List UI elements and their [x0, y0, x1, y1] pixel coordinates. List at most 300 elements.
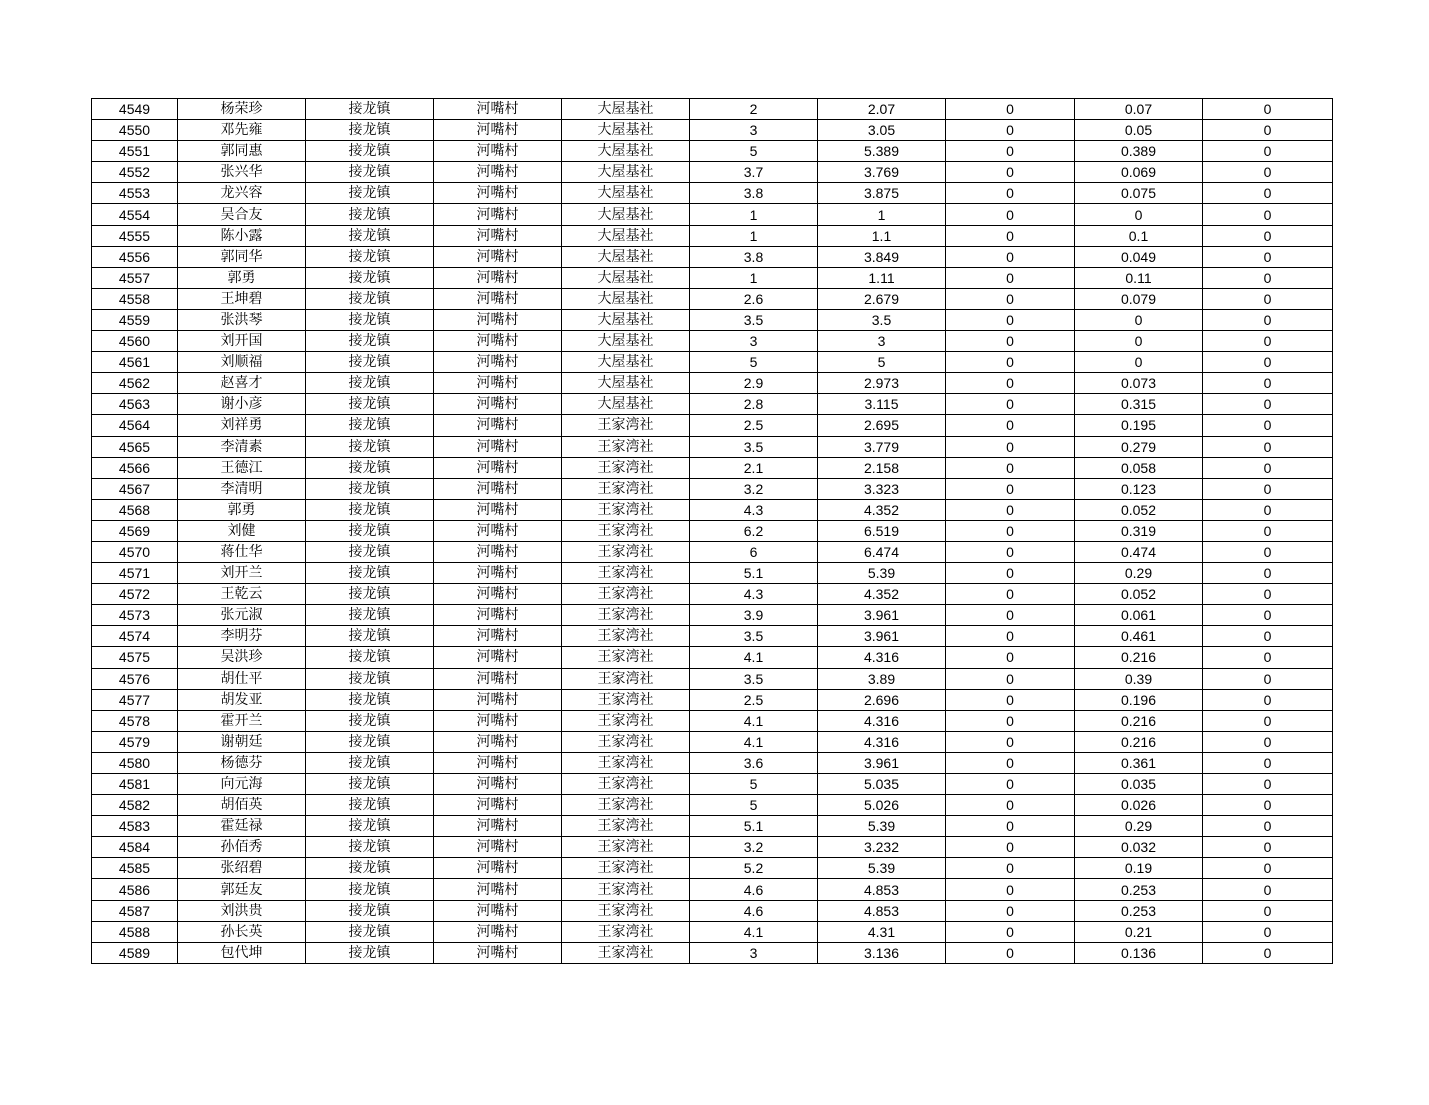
value-b-cell: 5.026	[818, 795, 946, 816]
value-a-cell: 3.5	[690, 668, 818, 689]
town-cell: 接龙镇	[306, 774, 434, 795]
value-e-cell: 0	[1203, 520, 1333, 541]
value-a-cell: 4.6	[690, 900, 818, 921]
town-cell: 接龙镇	[306, 162, 434, 183]
value-c-cell: 0	[946, 204, 1075, 225]
value-d-cell: 0	[1075, 204, 1203, 225]
value-e-cell: 0	[1203, 204, 1333, 225]
value-e-cell: 0	[1203, 795, 1333, 816]
town-cell: 接龙镇	[306, 204, 434, 225]
value-c-cell: 0	[946, 183, 1075, 204]
value-e-cell: 0	[1203, 436, 1333, 457]
village-cell: 河嘴村	[434, 457, 562, 478]
name-cell: 包代坤	[178, 942, 306, 963]
value-e-cell: 0	[1203, 563, 1333, 584]
town-cell: 接龙镇	[306, 309, 434, 330]
group-cell: 王家湾社	[562, 921, 690, 942]
name-cell: 邓先雍	[178, 120, 306, 141]
value-b-cell: 4.352	[818, 584, 946, 605]
group-cell: 王家湾社	[562, 668, 690, 689]
value-b-cell: 4.31	[818, 921, 946, 942]
value-d-cell: 0.075	[1075, 183, 1203, 204]
value-c-cell: 0	[946, 373, 1075, 394]
value-e-cell: 0	[1203, 457, 1333, 478]
village-cell: 河嘴村	[434, 647, 562, 668]
value-b-cell: 4.316	[818, 731, 946, 752]
id-cell: 4557	[92, 267, 178, 288]
value-a-cell: 3.5	[690, 436, 818, 457]
id-cell: 4576	[92, 668, 178, 689]
value-b-cell: 3.961	[818, 605, 946, 626]
town-cell: 接龙镇	[306, 837, 434, 858]
name-cell: 霍开兰	[178, 710, 306, 731]
value-e-cell: 0	[1203, 309, 1333, 330]
name-cell: 杨德芬	[178, 752, 306, 773]
value-c-cell: 0	[946, 478, 1075, 499]
value-b-cell: 6.474	[818, 541, 946, 562]
value-a-cell: 5	[690, 141, 818, 162]
table-row	[92, 837, 1333, 858]
town-cell: 接龙镇	[306, 668, 434, 689]
village-cell: 河嘴村	[434, 478, 562, 499]
table-row	[92, 415, 1333, 436]
value-e-cell: 0	[1203, 689, 1333, 710]
id-cell: 4556	[92, 246, 178, 267]
value-b-cell: 3.961	[818, 626, 946, 647]
group-cell: 王家湾社	[562, 415, 690, 436]
name-cell: 王坤碧	[178, 288, 306, 309]
value-d-cell: 0.026	[1075, 795, 1203, 816]
value-d-cell: 0.069	[1075, 162, 1203, 183]
value-a-cell: 6.2	[690, 520, 818, 541]
group-cell: 王家湾社	[562, 478, 690, 499]
value-c-cell: 0	[946, 99, 1075, 120]
value-d-cell: 0.061	[1075, 605, 1203, 626]
value-d-cell: 0.19	[1075, 858, 1203, 879]
id-cell: 4571	[92, 563, 178, 584]
table-row	[92, 858, 1333, 879]
value-e-cell: 0	[1203, 900, 1333, 921]
village-cell: 河嘴村	[434, 710, 562, 731]
value-c-cell: 0	[946, 647, 1075, 668]
value-e-cell: 0	[1203, 267, 1333, 288]
name-cell: 郭勇	[178, 267, 306, 288]
value-c-cell: 0	[946, 900, 1075, 921]
value-a-cell: 2.5	[690, 415, 818, 436]
village-cell: 河嘴村	[434, 246, 562, 267]
name-cell: 王乾云	[178, 584, 306, 605]
value-c-cell: 0	[946, 563, 1075, 584]
value-c-cell: 0	[946, 816, 1075, 837]
village-cell: 河嘴村	[434, 204, 562, 225]
id-cell: 4569	[92, 520, 178, 541]
village-cell: 河嘴村	[434, 858, 562, 879]
value-b-cell: 2.973	[818, 373, 946, 394]
village-cell: 河嘴村	[434, 668, 562, 689]
value-a-cell: 3.6	[690, 752, 818, 773]
table-row	[92, 584, 1333, 605]
value-b-cell: 3.961	[818, 752, 946, 773]
table-row	[92, 942, 1333, 963]
value-e-cell: 0	[1203, 162, 1333, 183]
value-a-cell: 5.1	[690, 563, 818, 584]
value-b-cell: 5.39	[818, 563, 946, 584]
value-b-cell: 3	[818, 331, 946, 352]
table-row	[92, 331, 1333, 352]
name-cell: 张兴华	[178, 162, 306, 183]
value-d-cell: 0.052	[1075, 584, 1203, 605]
village-cell: 河嘴村	[434, 162, 562, 183]
value-a-cell: 6	[690, 541, 818, 562]
table-row	[92, 816, 1333, 837]
village-cell: 河嘴村	[434, 921, 562, 942]
group-cell: 大屋基社	[562, 141, 690, 162]
id-cell: 4577	[92, 689, 178, 710]
value-c-cell: 0	[946, 731, 1075, 752]
value-e-cell: 0	[1203, 499, 1333, 520]
table-row	[92, 647, 1333, 668]
town-cell: 接龙镇	[306, 879, 434, 900]
value-b-cell: 3.05	[818, 120, 946, 141]
town-cell: 接龙镇	[306, 141, 434, 162]
name-cell: 李清素	[178, 436, 306, 457]
value-a-cell: 3.2	[690, 478, 818, 499]
table-row	[92, 774, 1333, 795]
village-cell: 河嘴村	[434, 816, 562, 837]
village-cell: 河嘴村	[434, 731, 562, 752]
value-b-cell: 1.1	[818, 225, 946, 246]
id-cell: 4551	[92, 141, 178, 162]
town-cell: 接龙镇	[306, 267, 434, 288]
group-cell: 王家湾社	[562, 795, 690, 816]
value-c-cell: 0	[946, 879, 1075, 900]
group-cell: 王家湾社	[562, 563, 690, 584]
value-c-cell: 0	[946, 795, 1075, 816]
id-cell: 4585	[92, 858, 178, 879]
town-cell: 接龙镇	[306, 499, 434, 520]
group-cell: 王家湾社	[562, 731, 690, 752]
value-b-cell: 2.696	[818, 689, 946, 710]
group-cell: 王家湾社	[562, 816, 690, 837]
town-cell: 接龙镇	[306, 942, 434, 963]
table-row	[92, 921, 1333, 942]
value-a-cell: 1	[690, 267, 818, 288]
village-cell: 河嘴村	[434, 225, 562, 246]
table-row	[92, 457, 1333, 478]
value-a-cell: 5	[690, 795, 818, 816]
town-cell: 接龙镇	[306, 900, 434, 921]
value-b-cell: 4.316	[818, 647, 946, 668]
value-d-cell: 0.11	[1075, 267, 1203, 288]
group-cell: 王家湾社	[562, 626, 690, 647]
value-b-cell: 4.352	[818, 499, 946, 520]
value-a-cell: 3.2	[690, 837, 818, 858]
value-b-cell: 2.679	[818, 288, 946, 309]
value-b-cell: 4.853	[818, 879, 946, 900]
value-a-cell: 2.5	[690, 689, 818, 710]
value-b-cell: 5.39	[818, 816, 946, 837]
table-row	[92, 373, 1333, 394]
value-d-cell: 0.032	[1075, 837, 1203, 858]
value-d-cell: 0.474	[1075, 541, 1203, 562]
id-cell: 4570	[92, 541, 178, 562]
group-cell: 大屋基社	[562, 352, 690, 373]
value-a-cell: 4.1	[690, 710, 818, 731]
group-cell: 大屋基社	[562, 309, 690, 330]
town-cell: 接龙镇	[306, 626, 434, 647]
value-e-cell: 0	[1203, 710, 1333, 731]
value-a-cell: 3.7	[690, 162, 818, 183]
group-cell: 大屋基社	[562, 204, 690, 225]
group-cell: 王家湾社	[562, 689, 690, 710]
village-cell: 河嘴村	[434, 689, 562, 710]
id-cell: 4589	[92, 942, 178, 963]
table-row	[92, 288, 1333, 309]
value-d-cell: 0.123	[1075, 478, 1203, 499]
village-cell: 河嘴村	[434, 288, 562, 309]
value-d-cell: 0.461	[1075, 626, 1203, 647]
value-c-cell: 0	[946, 141, 1075, 162]
town-cell: 接龙镇	[306, 710, 434, 731]
value-c-cell: 0	[946, 499, 1075, 520]
name-cell: 郭廷友	[178, 879, 306, 900]
value-a-cell: 4.1	[690, 921, 818, 942]
village-cell: 河嘴村	[434, 99, 562, 120]
town-cell: 接龙镇	[306, 246, 434, 267]
group-cell: 大屋基社	[562, 267, 690, 288]
name-cell: 刘祥勇	[178, 415, 306, 436]
value-b-cell: 3.323	[818, 478, 946, 499]
value-e-cell: 0	[1203, 183, 1333, 204]
table-row	[92, 541, 1333, 562]
value-c-cell: 0	[946, 288, 1075, 309]
value-a-cell: 2.1	[690, 457, 818, 478]
value-d-cell: 0.29	[1075, 816, 1203, 837]
name-cell: 蒋仕华	[178, 541, 306, 562]
value-c-cell: 0	[946, 352, 1075, 373]
value-c-cell: 0	[946, 415, 1075, 436]
value-e-cell: 0	[1203, 478, 1333, 499]
group-cell: 大屋基社	[562, 183, 690, 204]
table-row	[92, 99, 1333, 120]
town-cell: 接龙镇	[306, 584, 434, 605]
village-cell: 河嘴村	[434, 837, 562, 858]
id-cell: 4555	[92, 225, 178, 246]
id-cell: 4580	[92, 752, 178, 773]
town-cell: 接龙镇	[306, 331, 434, 352]
name-cell: 吴合友	[178, 204, 306, 225]
village-cell: 河嘴村	[434, 795, 562, 816]
value-b-cell: 3.232	[818, 837, 946, 858]
value-e-cell: 0	[1203, 752, 1333, 773]
value-d-cell: 0.052	[1075, 499, 1203, 520]
value-b-cell: 2.07	[818, 99, 946, 120]
value-e-cell: 0	[1203, 858, 1333, 879]
value-e-cell: 0	[1203, 647, 1333, 668]
name-cell: 胡佰英	[178, 795, 306, 816]
village-cell: 河嘴村	[434, 563, 562, 584]
name-cell: 刘洪贵	[178, 900, 306, 921]
value-d-cell: 0.073	[1075, 373, 1203, 394]
value-e-cell: 0	[1203, 774, 1333, 795]
value-d-cell: 0.29	[1075, 563, 1203, 584]
value-d-cell: 0.253	[1075, 900, 1203, 921]
town-cell: 接龙镇	[306, 520, 434, 541]
value-d-cell: 0.216	[1075, 710, 1203, 731]
group-cell: 王家湾社	[562, 520, 690, 541]
value-d-cell: 0	[1075, 352, 1203, 373]
group-cell: 大屋基社	[562, 99, 690, 120]
value-e-cell: 0	[1203, 584, 1333, 605]
village-cell: 河嘴村	[434, 120, 562, 141]
id-cell: 4553	[92, 183, 178, 204]
table-row	[92, 520, 1333, 541]
value-c-cell: 0	[946, 710, 1075, 731]
town-cell: 接龙镇	[306, 120, 434, 141]
value-c-cell: 0	[946, 267, 1075, 288]
value-e-cell: 0	[1203, 415, 1333, 436]
value-d-cell: 0.196	[1075, 689, 1203, 710]
group-cell: 王家湾社	[562, 900, 690, 921]
town-cell: 接龙镇	[306, 795, 434, 816]
id-cell: 4562	[92, 373, 178, 394]
table-row	[92, 183, 1333, 204]
value-a-cell: 4.1	[690, 731, 818, 752]
group-cell: 王家湾社	[562, 752, 690, 773]
group-cell: 王家湾社	[562, 457, 690, 478]
value-a-cell: 5	[690, 352, 818, 373]
table-row	[92, 352, 1333, 373]
data-table	[91, 98, 1333, 964]
village-cell: 河嘴村	[434, 879, 562, 900]
value-a-cell: 2.8	[690, 394, 818, 415]
value-a-cell: 3	[690, 120, 818, 141]
id-cell: 4578	[92, 710, 178, 731]
value-d-cell: 0.035	[1075, 774, 1203, 795]
value-a-cell: 3.9	[690, 605, 818, 626]
village-cell: 河嘴村	[434, 942, 562, 963]
id-cell: 4560	[92, 331, 178, 352]
value-a-cell: 3.5	[690, 309, 818, 330]
table-row	[92, 626, 1333, 647]
value-c-cell: 0	[946, 752, 1075, 773]
group-cell: 大屋基社	[562, 331, 690, 352]
value-a-cell: 4.1	[690, 647, 818, 668]
value-a-cell: 2.6	[690, 288, 818, 309]
town-cell: 接龙镇	[306, 478, 434, 499]
id-cell: 4567	[92, 478, 178, 499]
value-d-cell: 0	[1075, 331, 1203, 352]
village-cell: 河嘴村	[434, 626, 562, 647]
name-cell: 郭勇	[178, 499, 306, 520]
town-cell: 接龙镇	[306, 436, 434, 457]
id-cell: 4566	[92, 457, 178, 478]
id-cell: 4564	[92, 415, 178, 436]
value-c-cell: 0	[946, 457, 1075, 478]
group-cell: 王家湾社	[562, 837, 690, 858]
village-cell: 河嘴村	[434, 584, 562, 605]
value-d-cell: 0.079	[1075, 288, 1203, 309]
value-b-cell: 3.779	[818, 436, 946, 457]
name-cell: 谢小彦	[178, 394, 306, 415]
value-c-cell: 0	[946, 774, 1075, 795]
town-cell: 接龙镇	[306, 225, 434, 246]
group-cell: 大屋基社	[562, 373, 690, 394]
village-cell: 河嘴村	[434, 183, 562, 204]
table-row	[92, 478, 1333, 499]
group-cell: 大屋基社	[562, 225, 690, 246]
id-cell: 4558	[92, 288, 178, 309]
group-cell: 王家湾社	[562, 942, 690, 963]
value-a-cell: 2.9	[690, 373, 818, 394]
name-cell: 郭同华	[178, 246, 306, 267]
table-row	[92, 879, 1333, 900]
name-cell: 杨荣珍	[178, 99, 306, 120]
value-a-cell: 5.2	[690, 858, 818, 879]
group-cell: 大屋基社	[562, 162, 690, 183]
name-cell: 向元海	[178, 774, 306, 795]
value-b-cell: 2.695	[818, 415, 946, 436]
name-cell: 龙兴容	[178, 183, 306, 204]
value-d-cell: 0	[1075, 309, 1203, 330]
id-cell: 4552	[92, 162, 178, 183]
value-d-cell: 0.049	[1075, 246, 1203, 267]
value-b-cell: 3.5	[818, 309, 946, 330]
value-a-cell: 4.6	[690, 879, 818, 900]
value-d-cell: 0.253	[1075, 879, 1203, 900]
table-row	[92, 563, 1333, 584]
group-cell: 大屋基社	[562, 288, 690, 309]
value-d-cell: 0.279	[1075, 436, 1203, 457]
value-a-cell: 3.8	[690, 246, 818, 267]
value-e-cell: 0	[1203, 731, 1333, 752]
name-cell: 刘开国	[178, 331, 306, 352]
name-cell: 张元淑	[178, 605, 306, 626]
value-d-cell: 0.05	[1075, 120, 1203, 141]
village-cell: 河嘴村	[434, 309, 562, 330]
value-c-cell: 0	[946, 120, 1075, 141]
value-b-cell: 4.853	[818, 900, 946, 921]
value-b-cell: 5.389	[818, 141, 946, 162]
name-cell: 胡发亚	[178, 689, 306, 710]
value-d-cell: 0.058	[1075, 457, 1203, 478]
value-e-cell: 0	[1203, 942, 1333, 963]
name-cell: 霍廷禄	[178, 816, 306, 837]
value-a-cell: 3	[690, 331, 818, 352]
id-cell: 4549	[92, 99, 178, 120]
value-c-cell: 0	[946, 584, 1075, 605]
value-a-cell: 4.3	[690, 584, 818, 605]
value-a-cell: 3.8	[690, 183, 818, 204]
id-cell: 4575	[92, 647, 178, 668]
group-cell: 王家湾社	[562, 436, 690, 457]
village-cell: 河嘴村	[434, 415, 562, 436]
value-d-cell: 0.319	[1075, 520, 1203, 541]
value-e-cell: 0	[1203, 668, 1333, 689]
village-cell: 河嘴村	[434, 394, 562, 415]
group-cell: 大屋基社	[562, 394, 690, 415]
value-e-cell: 0	[1203, 331, 1333, 352]
name-cell: 张洪琴	[178, 309, 306, 330]
value-e-cell: 0	[1203, 541, 1333, 562]
value-e-cell: 0	[1203, 921, 1333, 942]
value-e-cell: 0	[1203, 99, 1333, 120]
table-row	[92, 499, 1333, 520]
town-cell: 接龙镇	[306, 373, 434, 394]
town-cell: 接龙镇	[306, 563, 434, 584]
value-b-cell: 1	[818, 204, 946, 225]
value-a-cell: 5.1	[690, 816, 818, 837]
